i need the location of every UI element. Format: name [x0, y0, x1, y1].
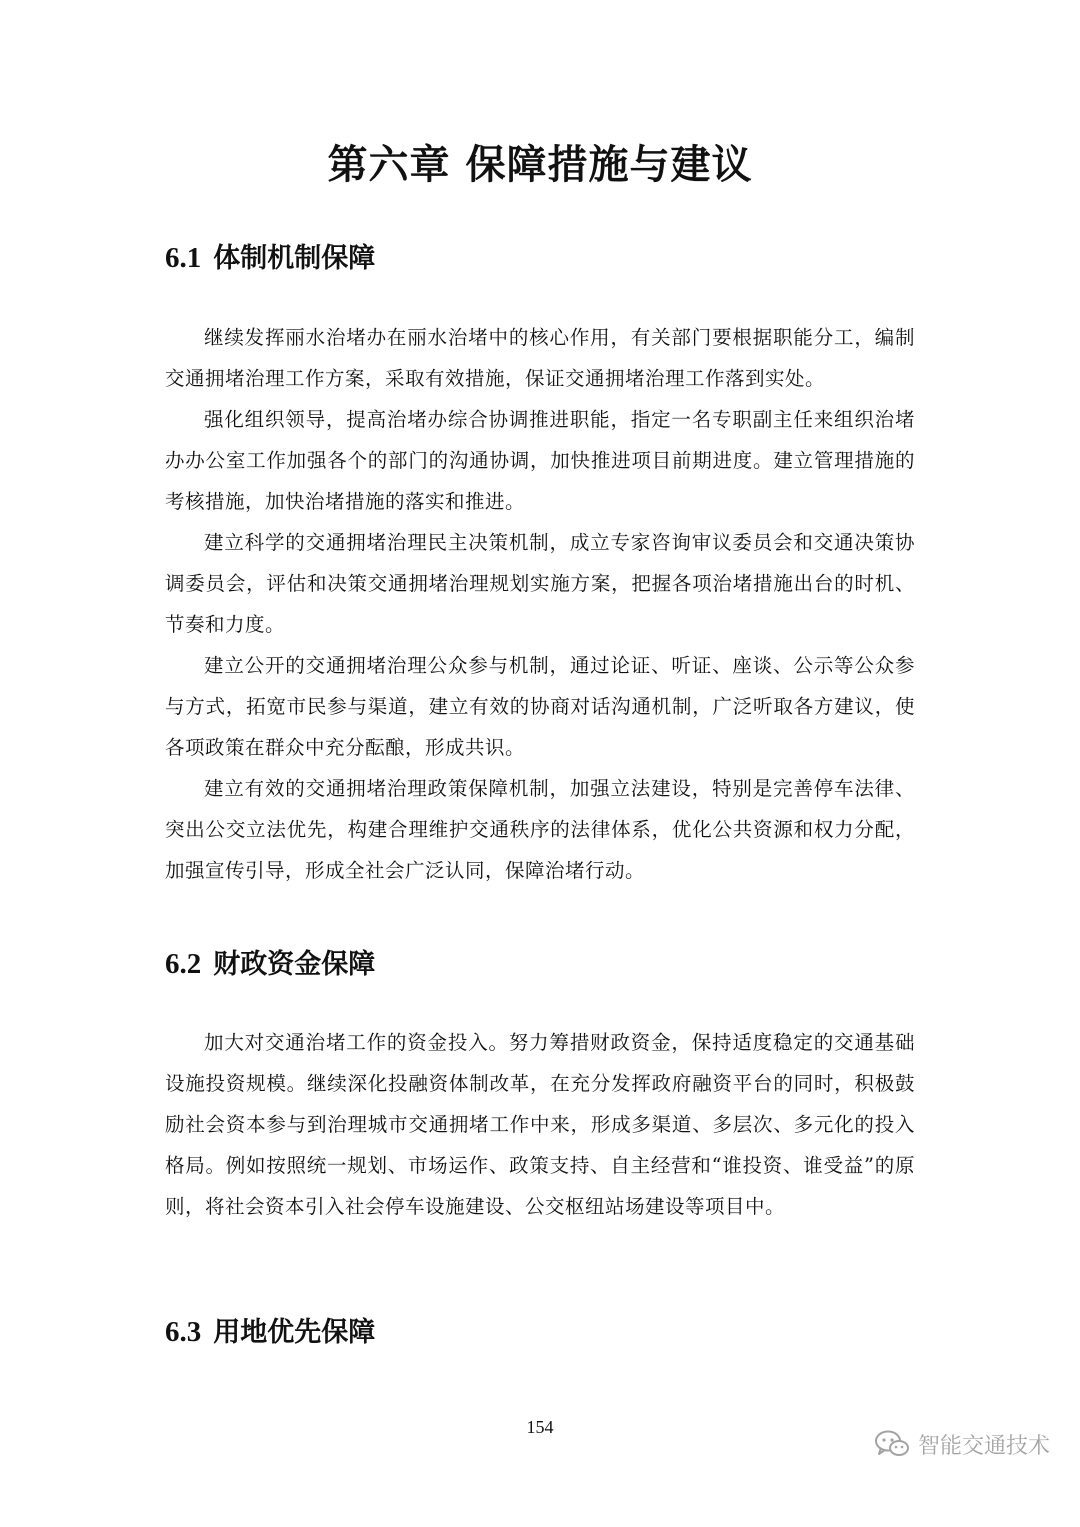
- paragraph: 继续发挥丽水治堵办在丽水治堵中的核心作用，有关部门要根据职能分工，编制交通拥堵治理工作方案，采取有效措施，保证交通拥堵治理工作落到实处。: [165, 326, 915, 390]
- watermark: [874, 1422, 1050, 1466]
- watermark-text: 智能交通技术: [917, 1433, 1050, 1459]
- section-number: 6.1: [165, 242, 202, 274]
- chapter-title: 第六章 保障措施与建议: [327, 142, 753, 188]
- paragraph: 建立有效的交通拥堵治理政策保障机制，加强立法建设，特别是完善停车法律、突出公交立法优先，构建合理维护交通秩序的法律体系，优化公共资源和权力分配，加强宣传引导，形成全社会广泛认同，保障治堵行动。: [165, 777, 915, 882]
- paragraph: 建立公开的交通拥堵治理公众参与机制，通过论证、听证、座谈、公示等公众参与方式，拓宽市民参与渠道，建立有效的协商对话沟通机制，广泛听取各方建议，使各项政策在群众中充分酝酿，形成共识。: [165, 654, 915, 759]
- section-number: 6.2: [165, 948, 202, 980]
- section-heading-6-1: [165, 238, 925, 279]
- paragraph: 加大对交通治堵工作的资金投入。努力筹措财政资金，保持适度稳定的交通基础设施投资规模。继续深化投融资体制改革，在充分发挥政府融资平台的同时，积极鼓励社会资本参与到治理城市交通拥堵工作中来，形成多渠道、多层次、多元化的投入格局。例如按照统一规划、市场运作、政策支持、自主经营和“谁投资、谁受益”的原则，将社会资本引入社会停车设施建设、公交枢纽站场建设等项目中。: [165, 1031, 915, 1218]
- section-heading-6-3: [165, 1312, 925, 1353]
- section-heading-6-2: [165, 944, 925, 985]
- section-number: 6.3: [165, 1316, 202, 1348]
- section-title: 体制机制保障: [213, 243, 376, 274]
- section-title: 用地优先保障: [213, 1317, 376, 1348]
- section-title: 财政资金保障: [213, 949, 376, 980]
- paragraph: 强化组织领导，提高治堵办综合协调推进职能，指定一名专职副主任来组织治堵办办公室工作加强各个的部门的沟通协调，加快推进项目前期进度。建立管理措施的考核措施，加快治堵措施的落实和推进。: [165, 408, 915, 513]
- paragraph: 建立科学的交通拥堵治理民主决策机制，成立专家咨询审议委员会和交通决策协调委员会，评估和决策交通拥堵治理规划实施方案，把握各项治堵措施出台的时机、节奏和力度。: [165, 531, 915, 636]
- section-body-6-1: [165, 317, 915, 891]
- page-number: 154: [526, 1417, 554, 1437]
- wechat-icon: [874, 1429, 910, 1459]
- section-body-6-2: [165, 1022, 915, 1227]
